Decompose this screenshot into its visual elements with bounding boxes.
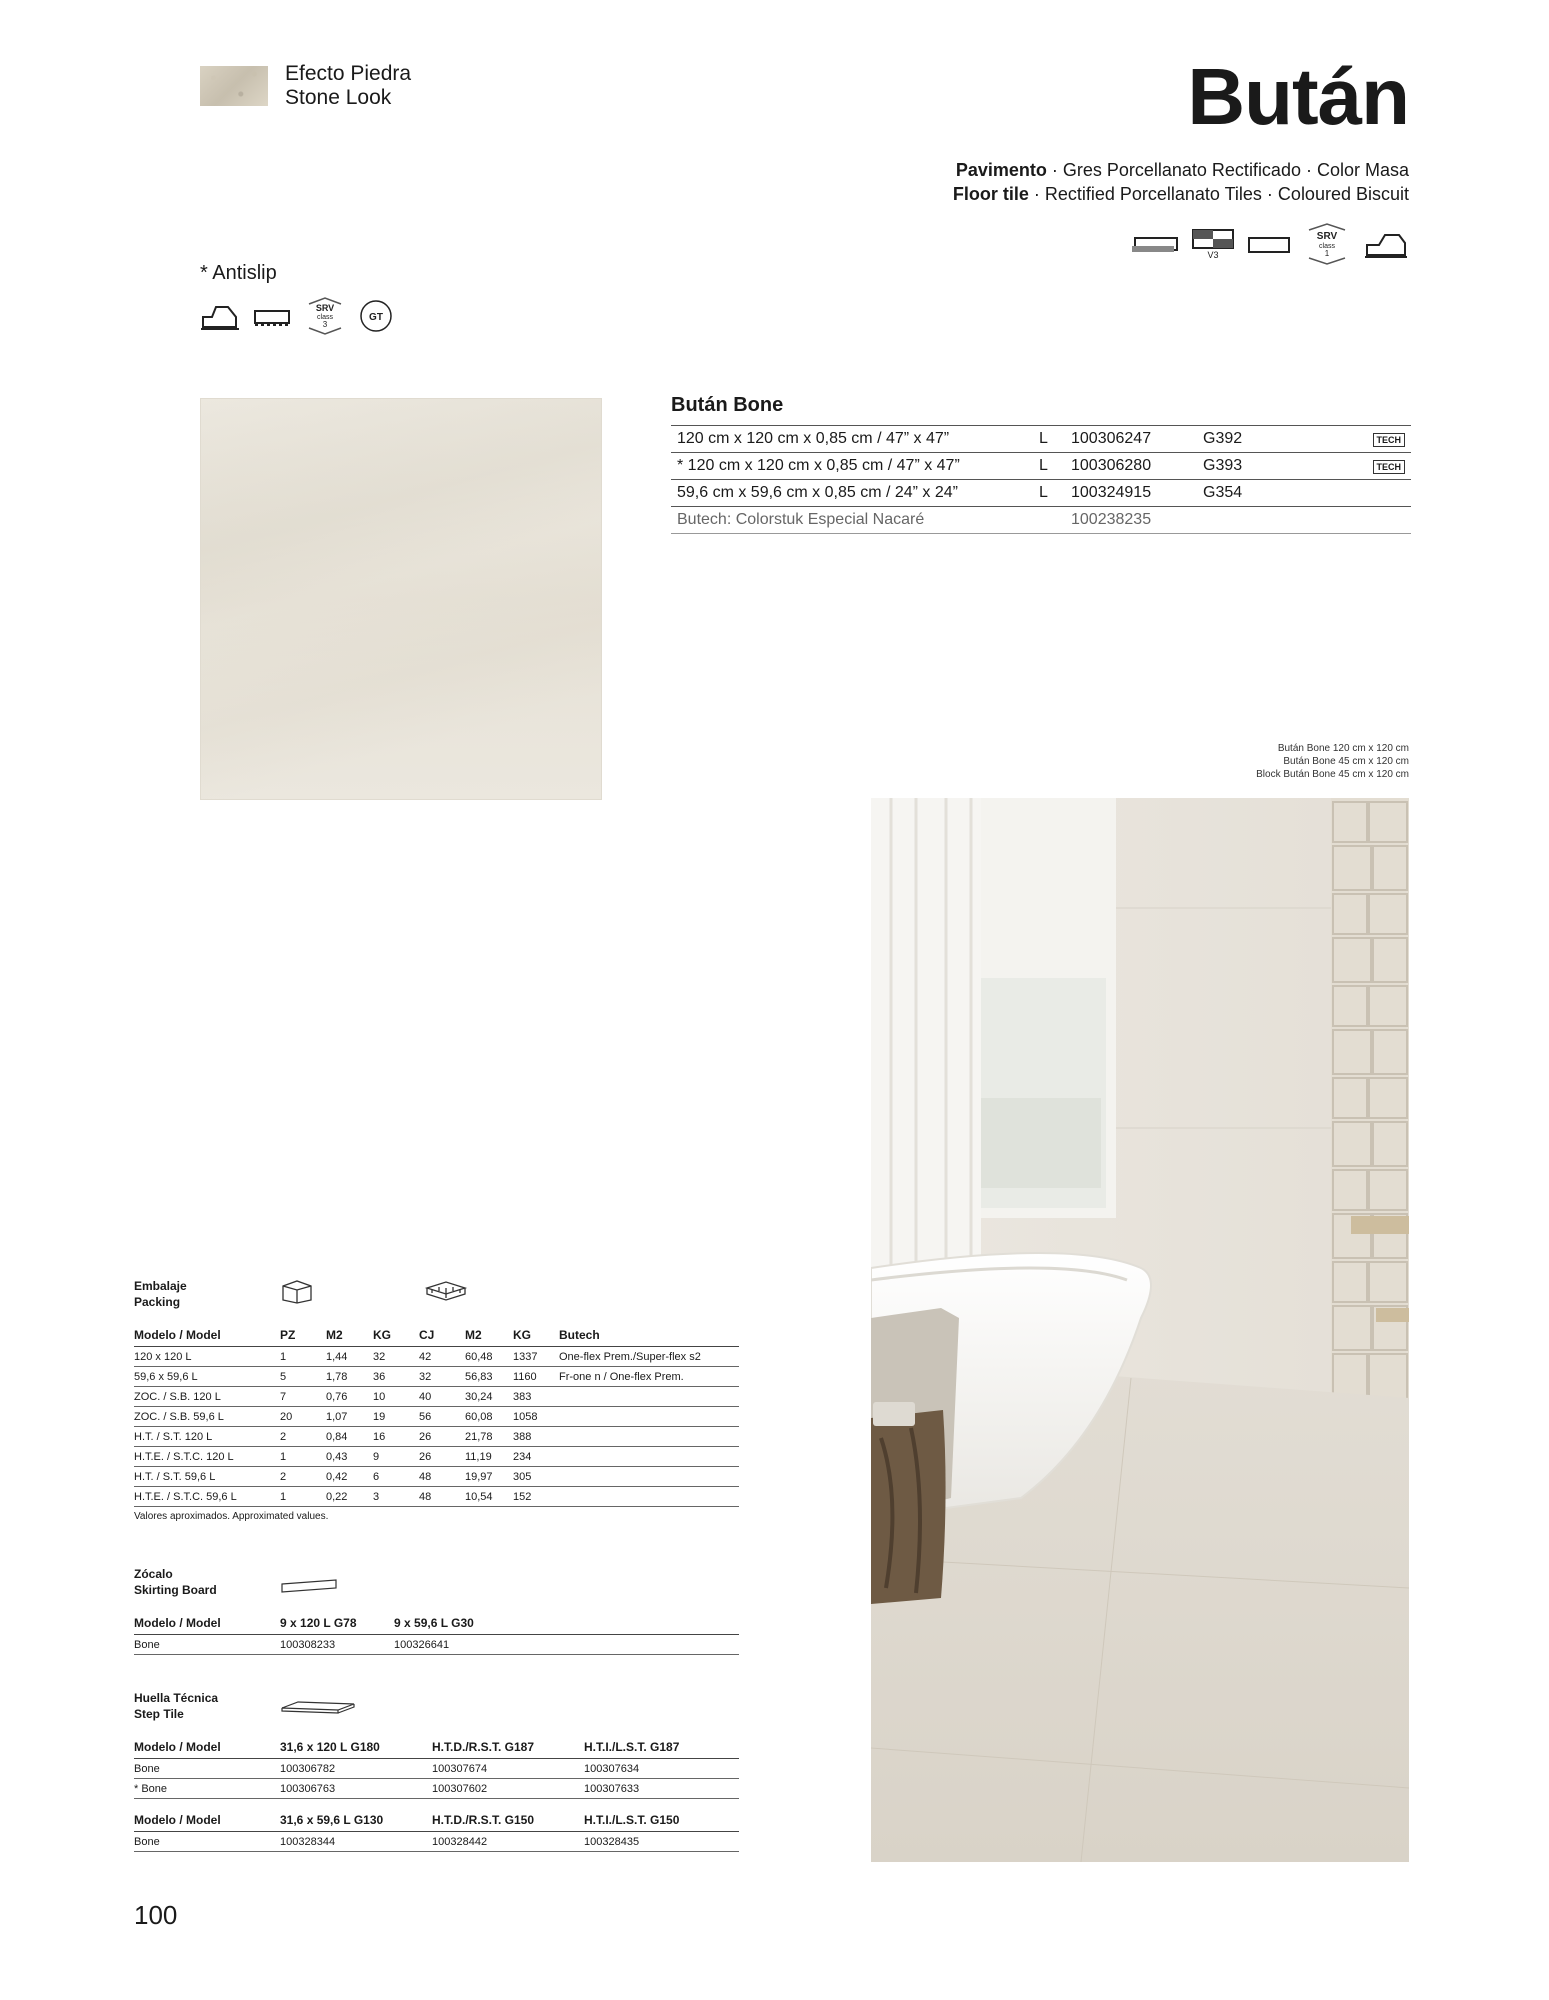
table-header-row: Modelo / Model 31,6 x 120 L G180 H.T.D./R.S.T. G187 H.T.I./L.S.T. G187 [134,1736,739,1759]
step-tile-section [134,1690,739,1852]
table-header-row: Modelo / Model PZ M2 KG CJ M2 KG Butech [134,1324,739,1347]
step-tile-title: Huella Técnica Step Tile [134,1691,219,1721]
pool-icon [252,301,292,331]
tech-icon: TECH [1373,460,1406,474]
table-row: H.T.E. / S.T.C. 59,6 L 1 0,22 3 48 10,54 152 [134,1487,739,1507]
pallet-icon [424,1278,468,1304]
table-row: ZOC. / S.B. 59,6 L 20 1,07 19 56 60,08 1058 [134,1407,739,1427]
skirting-title: Zócalo Skirting Board [134,1567,217,1597]
table-row: H.T.E. / S.T.C. 120 L 1 0,43 9 26 11,19 234 [134,1447,739,1467]
header-icons [1131,222,1409,266]
butan-bone-tile-swatch [200,398,602,800]
tech-icon: TECH [1373,433,1406,447]
floor-tile-icon [1247,232,1291,256]
antislip-label: * Antislip [200,262,277,284]
page-title: Bután [1187,52,1409,141]
table-row: H.T. / S.T. 59,6 L 2 0,42 6 48 19,97 305 [134,1467,739,1487]
bathroom-scene [871,798,1409,1862]
table-header-row: Modelo / Model 31,6 x 59,6 L G130 H.T.D./R.S.T. G150 H.T.I./L.S.T. G150 [134,1809,739,1832]
gt-icon [358,298,394,334]
table-row: Butech: Colorstuk Especial Nacaré 100238235 [671,507,1411,534]
shade-variation-icon [1191,228,1235,260]
table-row: 59,6 x 59,6 L 5 1,78 36 32 56,83 1160 Fr-one n / One-flex Prem. [134,1367,739,1387]
stone-look-label: Efecto Piedra Stone Look [285,62,412,109]
svg-text:class: class [317,314,333,321]
svg-text:1: 1 [1324,249,1330,258]
approximate-values-note: Valores aproximados. Approximated values. [134,1511,329,1522]
photo-caption: Bután Bone 120 cm x 120 cm Bután Bone 45 cm x 120 cm Block Bután Bone 45 cm x 120 cm [1256,743,1409,780]
box-icon [280,1278,314,1304]
step-tile-icon [280,1698,356,1720]
table-header-row: Modelo / Model 9 x 120 L G78 9 x 59,6 L G30 [134,1612,739,1635]
table-row: Bone 100306782 100307674 100307634 [134,1759,739,1779]
bathroom-photo [871,798,1409,1862]
table-row: 120 x 120 L 1 1,44 32 42 60,48 1337 One-flex Prem./Super-flex s2 [134,1347,739,1367]
table-row: * 120 cm x 120 cm x 0,85 cm / 47” x 47” L 100306280 G393 TECH [671,453,1411,480]
table-row: Bone 100308233 100326641 [134,1635,739,1655]
rectified-edge-icon [1131,232,1179,256]
table-row: ZOC. / S.B. 120 L 7 0,76 10 40 30,24 383 [134,1387,739,1407]
svg-text:V3: V3 [1207,250,1219,260]
product-title: Bután Bone [671,394,784,416]
srv-class3-icon [304,296,346,336]
table-row: H.T. / S.T. 120 L 2 0,84 16 26 21,78 388 [134,1427,739,1447]
skirting-board-icon [280,1576,340,1596]
svg-text:SRV: SRV [315,303,335,313]
table-row: 59,6 cm x 59,6 cm x 0,85 cm / 24” x 24” L 100324915 G354 [671,480,1411,507]
stone-look-swatch [200,66,268,106]
svg-text:GT: GT [369,312,383,323]
table-row: Bone 100328344 100328442 100328435 [134,1832,739,1852]
packing-section [134,1278,739,1522]
table-row: * Bone 100306763 100307602 100307633 [134,1779,739,1799]
table-row: 120 cm x 120 cm x 0,85 cm / 47” x 47” L 100306247 G392 TECH [671,426,1411,453]
outdoor-floor-icon [200,299,240,333]
antislip-icons [200,296,394,336]
product-description: Pavimento · Gres Porcellanato Rectificado · Color Masa Floor tile · Rectified Porcellanato Tiles · Coloured Biscuit [952,160,1409,204]
svg-text:SRV: SRV [1316,231,1338,242]
srv-class1-icon [1303,222,1351,266]
indoor-floor-icon [1363,227,1409,261]
product-table [671,394,1411,534]
skirting-section [134,1566,739,1655]
svg-text:class: class [1319,243,1335,250]
packing-title: Embalaje Packing [134,1279,187,1309]
page-number: 100 [134,1900,178,1930]
svg-text:3: 3 [322,320,328,329]
